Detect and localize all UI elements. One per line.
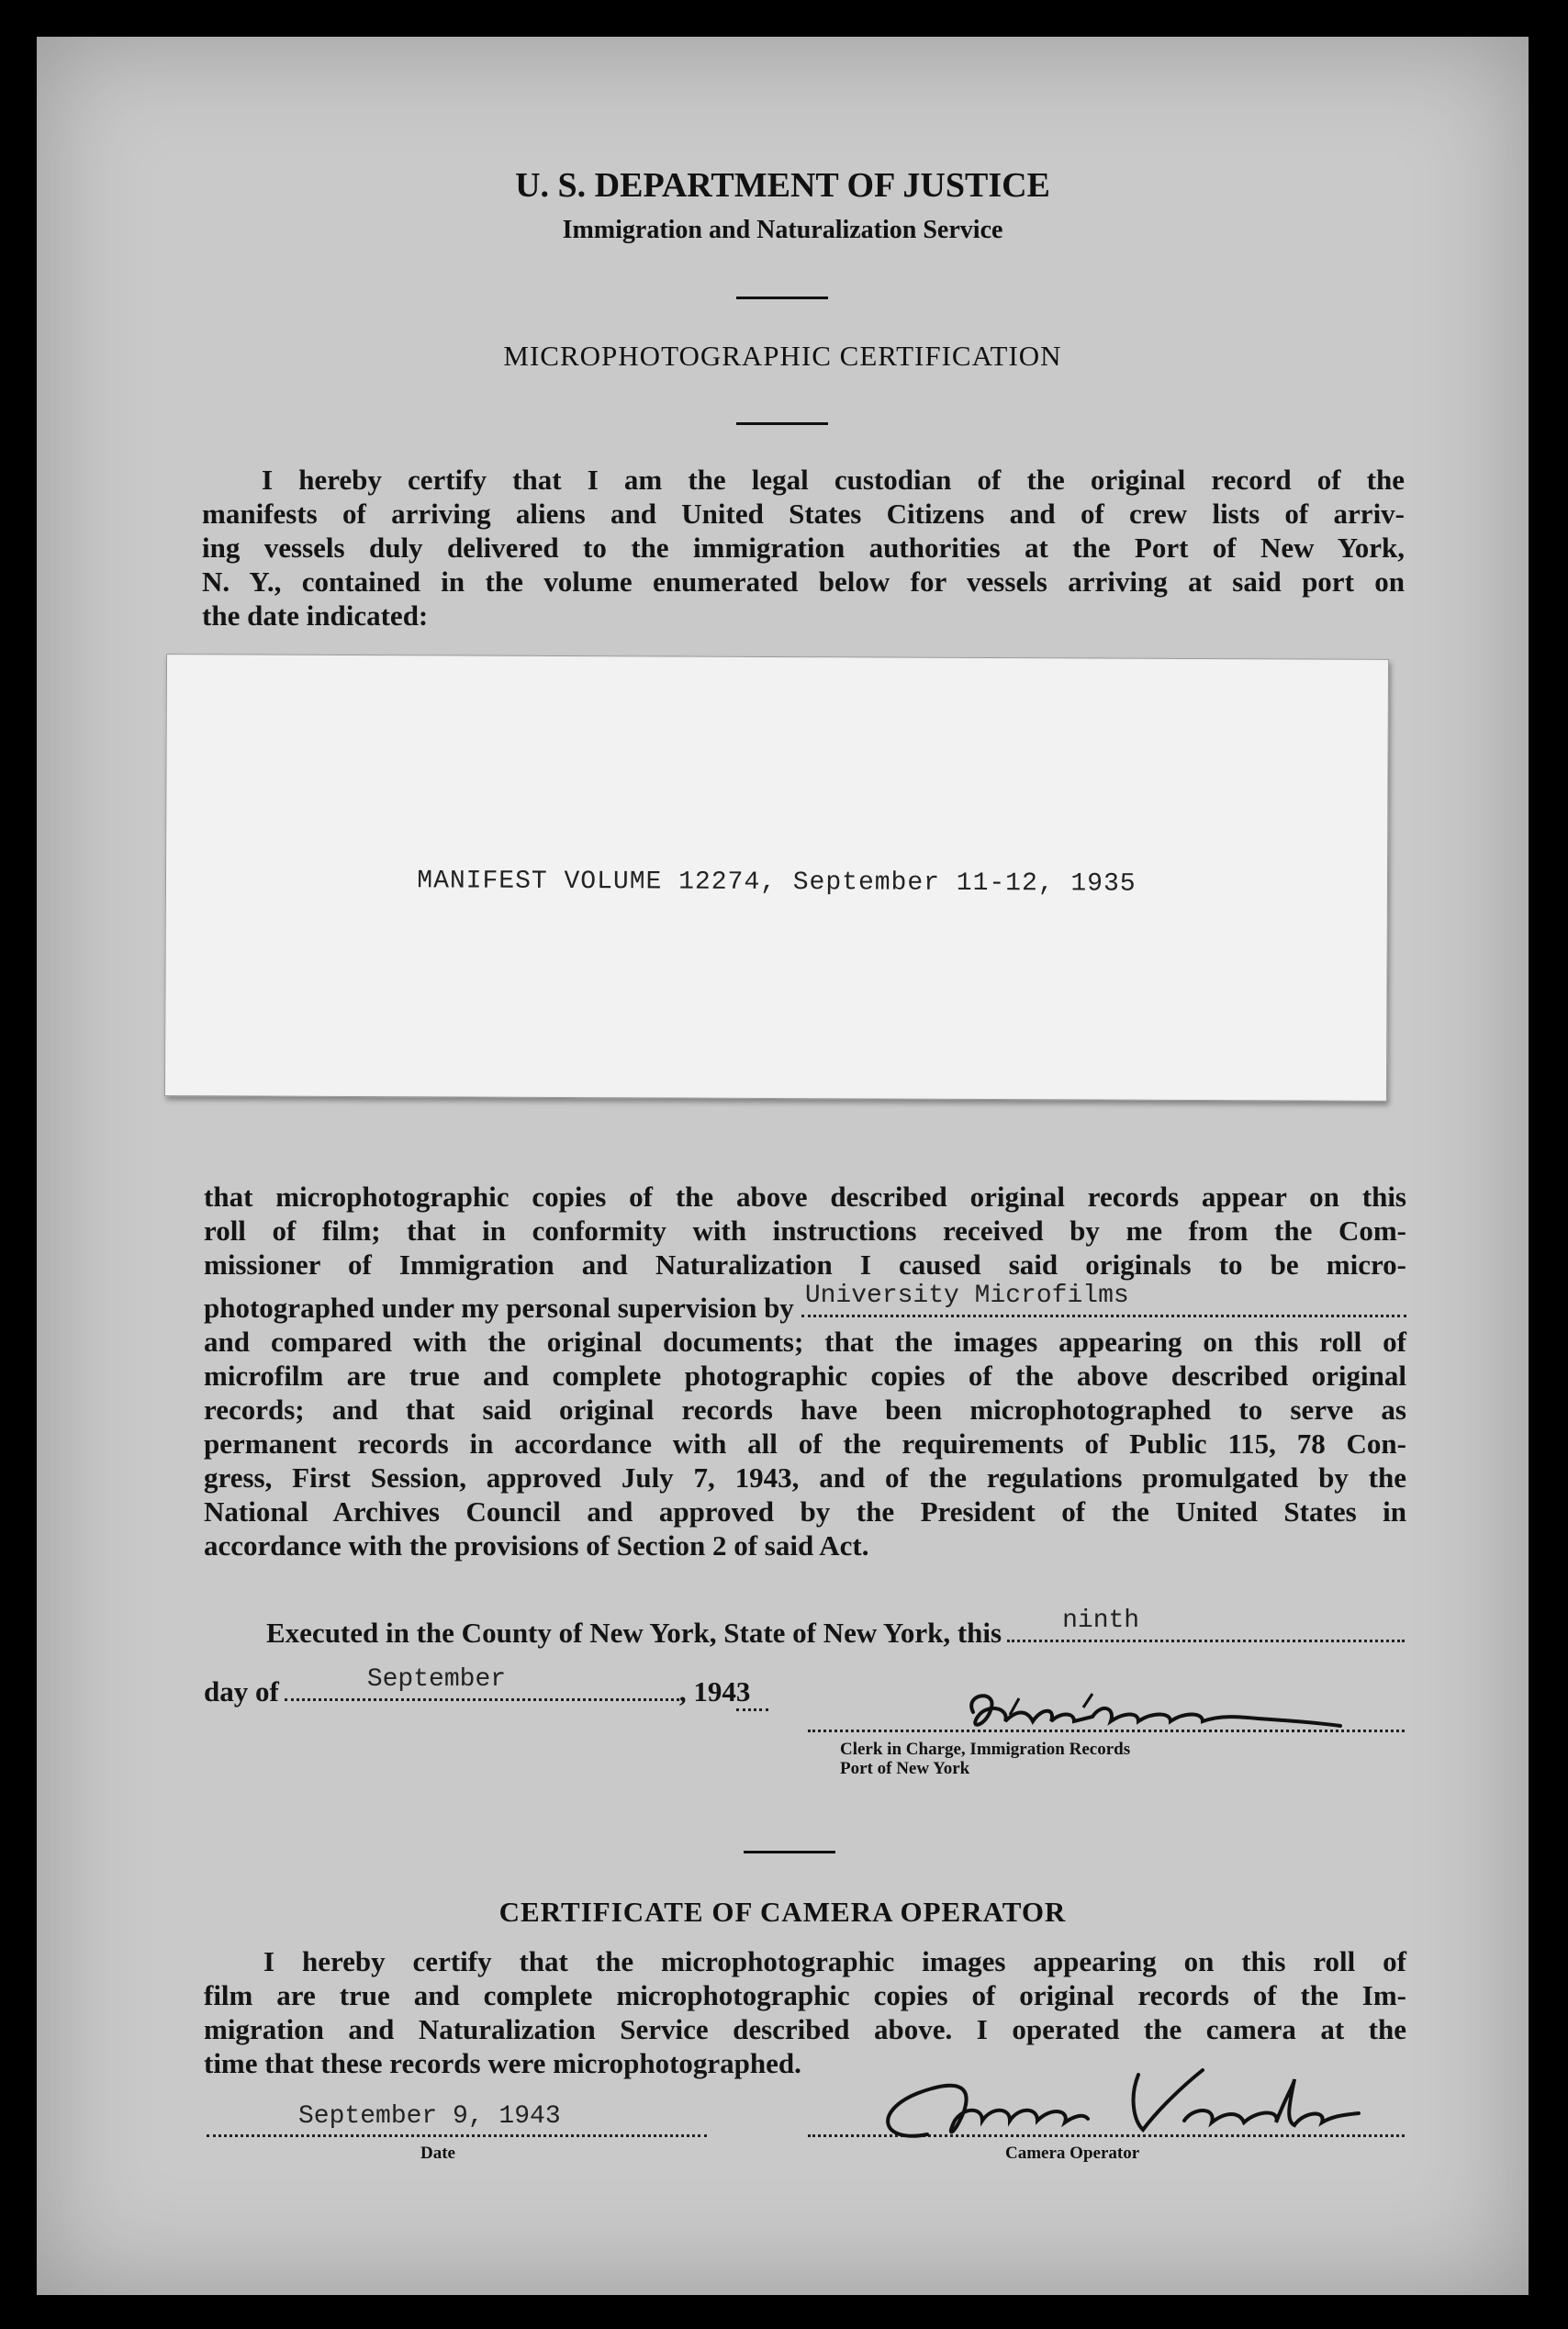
body-line: missioner of Immigration and Naturalization I caused said originals to be micro- bbox=[204, 1248, 1406, 1281]
day-value: ninth bbox=[1062, 1607, 1140, 1635]
camera-line: time that these records were microphotographed. bbox=[204, 2047, 801, 2079]
intro-line: the date indicated: bbox=[202, 599, 429, 632]
camera-line: film are true and complete microphotographic copies of original records of the Im- bbox=[204, 1979, 1406, 2011]
photographer-name: University Microfilms bbox=[804, 1282, 1129, 1310]
body-line: National Archives Council and approved by the President of the United States in bbox=[204, 1495, 1406, 1528]
department-heading: U. S. DEPARTMENT OF JUSTICE bbox=[515, 166, 1050, 205]
year-prefix: , 194 bbox=[678, 1675, 736, 1708]
body-line: records; and that said original records have been microphotographed to serve as bbox=[204, 1394, 1406, 1426]
operator-signature bbox=[863, 2056, 1377, 2148]
body-line: accordance with the provisions of Section 2 of said Act. bbox=[204, 1529, 869, 1562]
intro-line: manifests of arriving aliens and United States Citizens and of crew lists of arriv- bbox=[202, 498, 1405, 530]
certificate-sheet bbox=[37, 37, 1529, 2295]
manifest-volume: MANIFEST VOLUME 12274, September 11-12, 1935 bbox=[417, 867, 1137, 899]
executed-prefix: Executed in the County of New York, State of New York, this bbox=[266, 1617, 1002, 1649]
month-value: September bbox=[366, 1665, 507, 1694]
divider-title bbox=[736, 422, 828, 425]
clerk-signature bbox=[955, 1680, 1359, 1744]
body-line: gress, First Session, approved July 7, 1943, and of the regulations promulgated by the bbox=[204, 1461, 1406, 1494]
date-line bbox=[207, 2133, 707, 2137]
body-line: roll of film; that in conformity with instructions received by me from the Com- bbox=[204, 1215, 1406, 1247]
body-line: microfilm are true and complete photographic copies of the above described original bbox=[204, 1360, 1406, 1392]
photographed-line bbox=[204, 1282, 1406, 1325]
executed-line bbox=[266, 1607, 1405, 1650]
service-subheading: Immigration and Naturalization Service bbox=[562, 216, 1003, 244]
day-of-label: day of bbox=[204, 1675, 279, 1708]
certification-title: MICROPHOTOGRAPHIC CERTIFICATION bbox=[503, 340, 1062, 372]
body-paragraph bbox=[204, 1180, 1406, 1562]
body-line: that microphotographic copies of the above described original records appear on this bbox=[204, 1181, 1406, 1213]
body-line: permanent records in accordance with all of the requirements of Public 115, 78 Con- bbox=[204, 1428, 1406, 1460]
intro-line: ing vessels duly delivered to the immigration authorities at the Port of New York, bbox=[202, 532, 1405, 564]
year-digit: 3 bbox=[736, 1674, 769, 1711]
photographed-prefix: photographed under my personal supervision by bbox=[204, 1292, 794, 1324]
date-label: Date bbox=[420, 2144, 455, 2163]
divider-camera bbox=[744, 1851, 835, 1853]
day-of-line bbox=[204, 1665, 846, 1711]
intro-line: I hereby certify that I am the legal custodian of the original record of the bbox=[262, 464, 1405, 496]
photographer-field bbox=[801, 1282, 1406, 1317]
camera-heading: CERTIFICATE OF CAMERA OPERATOR bbox=[498, 1896, 1067, 1928]
manifest-inset bbox=[164, 654, 1389, 1102]
month-field bbox=[285, 1665, 679, 1701]
clerk-title: Clerk in Charge, Immigration Records bbox=[840, 1740, 1131, 1759]
date-value: September 9, 1943 bbox=[298, 2102, 561, 2131]
divider-top bbox=[736, 297, 828, 299]
intro-paragraph bbox=[202, 463, 1405, 633]
intro-line: N. Y., contained in the volume enumerated below for vessels arriving at said port on bbox=[202, 565, 1405, 598]
operator-label: Camera Operator bbox=[1005, 2144, 1140, 2163]
clerk-port: Port of New York bbox=[840, 1759, 970, 1778]
camera-line: migration and Naturalization Service described above. I operated the camera at the bbox=[204, 2013, 1406, 2045]
camera-line: I hereby certify that the microphotographic images appearing on this roll of bbox=[263, 1945, 1406, 1977]
body-line: and compared with the original documents; that the images appearing on this roll of bbox=[204, 1326, 1406, 1358]
day-field bbox=[1007, 1607, 1405, 1642]
